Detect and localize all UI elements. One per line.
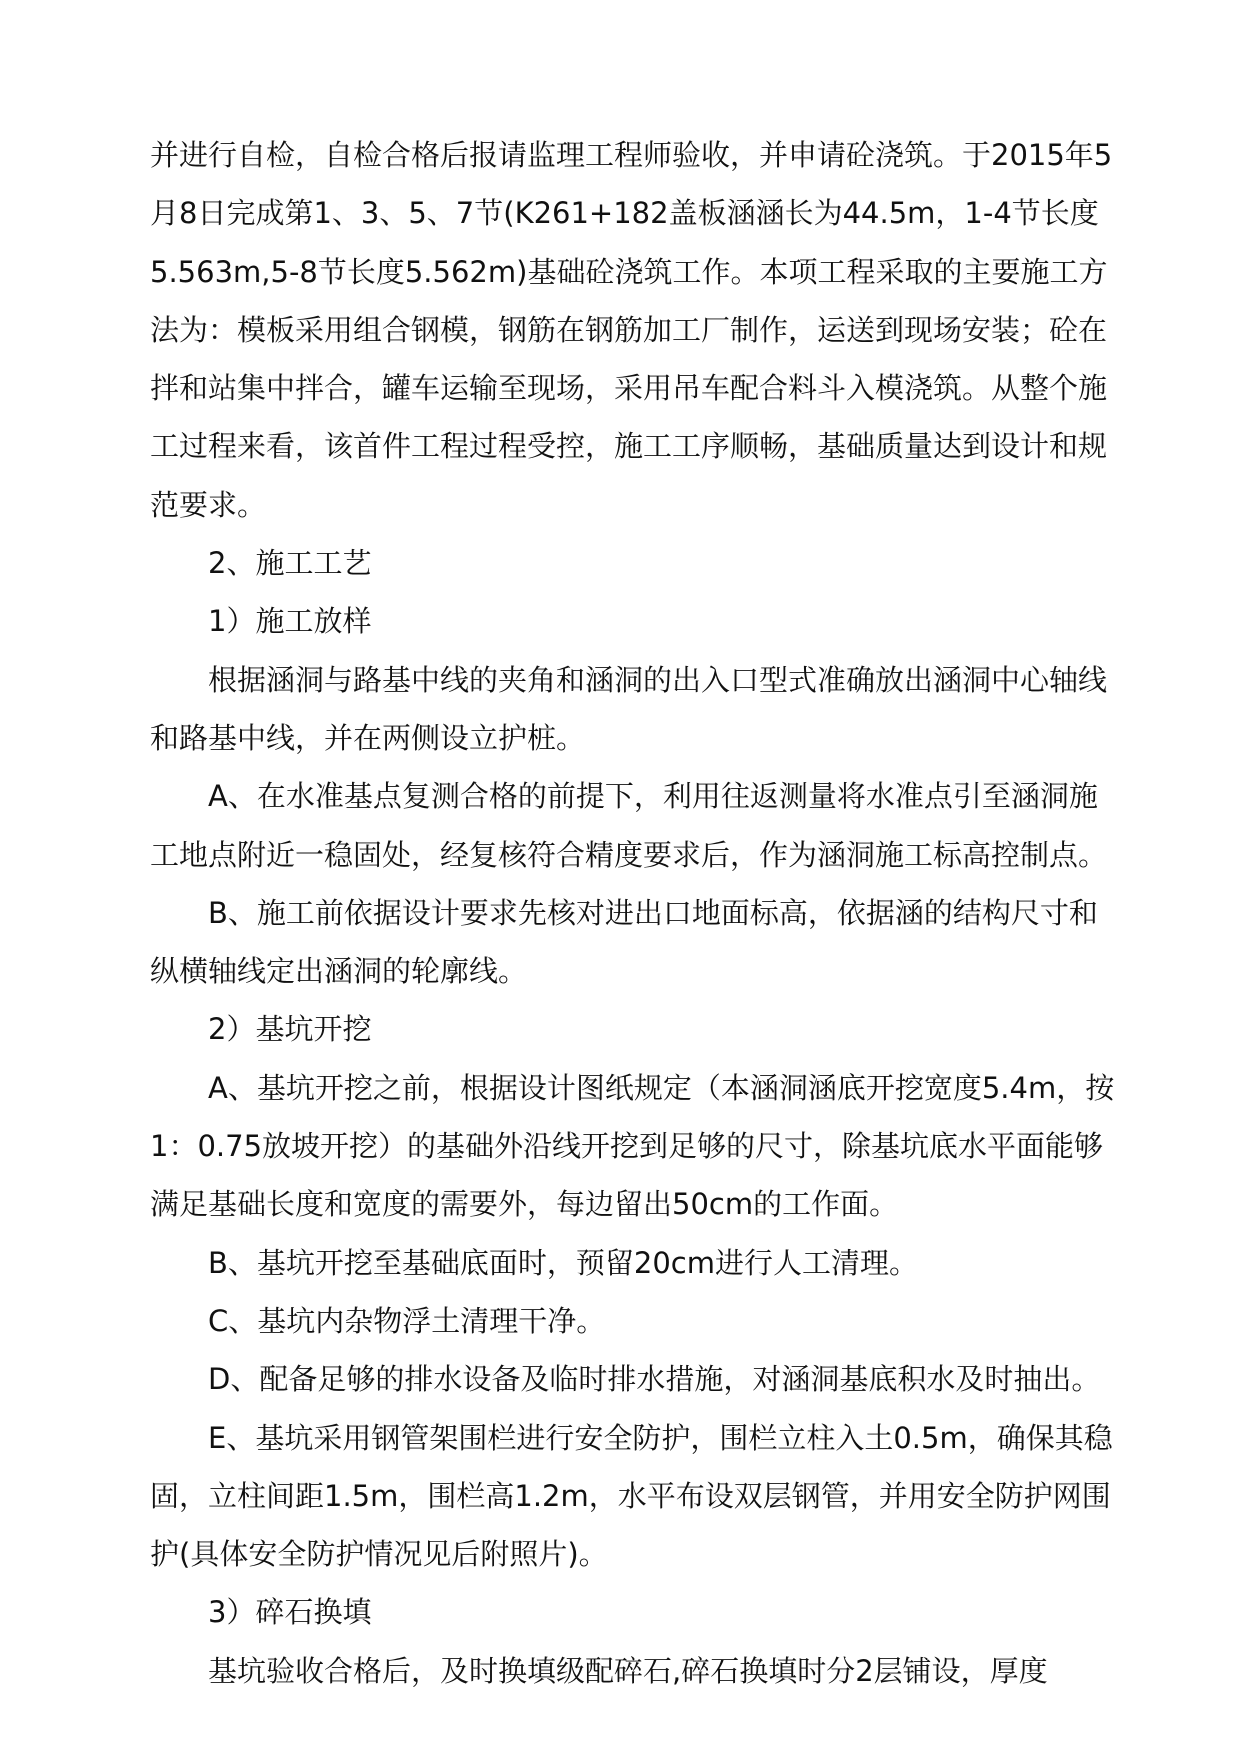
paragraph-item-d-drainage: D、配备足够的排水设备及临时排水措施，对涵洞基底积水及时抽出。 bbox=[208, 1362, 1101, 1397]
subheading-gravel-replacement: 3）碎石换填 bbox=[208, 1595, 372, 1630]
paragraph-item-b-elevation: B、施工前依据设计要求先核对进出口地面标高，依据涵的结构尺寸和纵横轴线定出涵洞的轮廓线。 bbox=[150, 895, 1098, 989]
paragraph-gravel-replacement: 基坑验收合格后，及时换填级配碎石,碎石换填时分2层铺设，厚度 bbox=[208, 1653, 1048, 1688]
paragraph-item-c-cleanup: C、基坑内杂物浮土清理干净。 bbox=[208, 1303, 606, 1338]
paragraph-item-a-excavation: A、基坑开挖之前，根据设计图纸规定（本涵洞涵底开挖宽度5.4m，按1：0.75放坡开挖）的基础外沿线开挖到足够的尺寸，除基坑底水平面能够满足基础长度和宽度的需要外，每边留出50cm的工作面。 bbox=[150, 1070, 1115, 1222]
document-body bbox=[150, 126, 1120, 1700]
section-heading-construction-process: 2、施工工艺 bbox=[208, 546, 372, 581]
paragraph-setting-out: 根据涵洞与路基中线的夹角和涵洞的出入口型式准确放出涵洞中心轴线和路基中线，并在两侧设立护桩。 bbox=[150, 662, 1108, 755]
subheading-excavation: 2）基坑开挖 bbox=[208, 1012, 372, 1047]
paragraph-item-b-reserve: B、基坑开挖至基础底面时，预留20cm进行人工清理。 bbox=[208, 1245, 918, 1280]
subheading-setting-out: 1）施工放样 bbox=[208, 604, 372, 639]
paragraph-item-e-safety: E、基坑采用钢管架围栏进行安全防护，围栏立柱入土0.5m，确保其稳固，立柱间距1.5m，围栏高1.2m，水平布设双层钢管，并用安全防护网围护(具体安全防护情况见后附照片)。 bbox=[150, 1420, 1113, 1572]
paragraph-item-a-benchmark: A、在水准基点复测合格的前提下，利用往返测量将水准点引至涵洞施工地点附近一稳固处，经复核符合精度要求后，作为涵洞施工标高控制点。 bbox=[150, 779, 1108, 872]
paragraph-intro: 并进行自检，自检合格后报请监理工程师验收，并申请砼浇筑。于2015年5月8日完成第1、3、5、7节(K261+182盖板涵涵长为44.5m，1-4节长度5.563m,5-8节长度5.562m)基础砼浇筑工作。本项工程采取的主要施工方法为：模板采用组合钢模，钢筋在钢筋加工厂制作，运送到现场安装；砼在拌和站集中拌合，罐车运输至现场，采用吊车配合料斗入模浇筑。从整个施工过程来看，该首件工程过程受控，施工工序顺畅，基础质量达到设计和规范要求。 bbox=[150, 138, 1113, 522]
